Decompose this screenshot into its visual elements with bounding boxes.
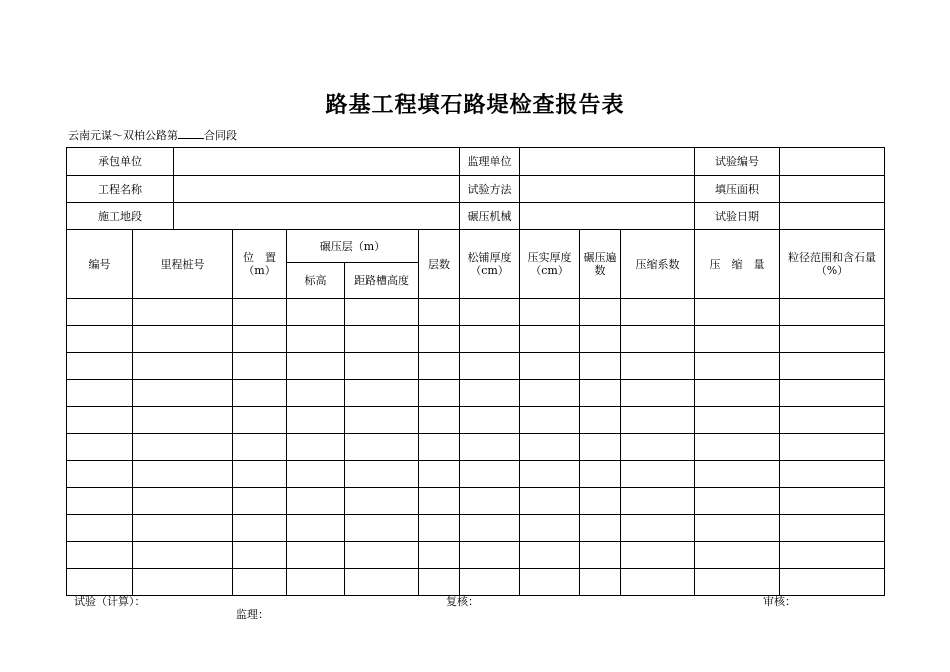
- table-cell[interactable]: [695, 326, 780, 353]
- table-cell[interactable]: [67, 434, 133, 461]
- table-cell[interactable]: [287, 488, 345, 515]
- table-cell[interactable]: [580, 407, 621, 434]
- project-name-value[interactable]: [174, 176, 460, 203]
- report-table: [66, 147, 885, 596]
- table-row: [67, 461, 885, 488]
- table-cell[interactable]: [520, 353, 580, 380]
- table-cell[interactable]: [287, 299, 345, 326]
- table-cell[interactable]: [695, 515, 780, 542]
- table-cell[interactable]: [287, 542, 345, 569]
- table-cell[interactable]: [287, 461, 345, 488]
- supervision-label: 监理：: [236, 608, 269, 621]
- table-cell[interactable]: [460, 515, 520, 542]
- table-cell[interactable]: [520, 326, 580, 353]
- table-cell[interactable]: [621, 515, 695, 542]
- table-cell[interactable]: [67, 299, 133, 326]
- table-cell[interactable]: [287, 407, 345, 434]
- table-cell[interactable]: [345, 407, 419, 434]
- table-cell[interactable]: [67, 353, 133, 380]
- test-method-value[interactable]: [520, 176, 695, 203]
- table-cell[interactable]: [580, 542, 621, 569]
- col-layer-group-header: 碾压层（m）: [287, 230, 419, 263]
- table-cell[interactable]: [233, 461, 287, 488]
- table-cell[interactable]: [580, 353, 621, 380]
- table-cell[interactable]: [233, 299, 287, 326]
- table-cell[interactable]: [419, 434, 460, 461]
- table-cell[interactable]: [419, 380, 460, 407]
- table-row: [67, 488, 885, 515]
- table-cell[interactable]: [695, 299, 780, 326]
- table-cell[interactable]: [287, 326, 345, 353]
- table-cell[interactable]: [67, 569, 133, 596]
- compact-thickness-label: 压实厚度: [527, 251, 572, 264]
- subtitle-prefix: 云南元谋～双柏公路第: [68, 129, 178, 142]
- test-date-label: 试验日期: [695, 203, 780, 230]
- table-cell[interactable]: [520, 515, 580, 542]
- table-cell[interactable]: [133, 326, 233, 353]
- table-cell[interactable]: [133, 407, 233, 434]
- table-cell[interactable]: [345, 299, 419, 326]
- table-cell[interactable]: [621, 461, 695, 488]
- info-row: [67, 176, 885, 203]
- table-cell[interactable]: [695, 434, 780, 461]
- table-cell[interactable]: [460, 299, 520, 326]
- table-cell[interactable]: [133, 515, 233, 542]
- table-row: [67, 569, 885, 596]
- col-coefficient-header: 压缩系数: [621, 230, 695, 299]
- table-cell[interactable]: [419, 461, 460, 488]
- table-cell[interactable]: [695, 353, 780, 380]
- test-calc-label: 试验（计算）：: [74, 595, 146, 608]
- table-cell[interactable]: [695, 569, 780, 596]
- col-passes-header: [580, 230, 621, 299]
- table-cell[interactable]: [621, 299, 695, 326]
- table-cell[interactable]: [460, 353, 520, 380]
- table-cell[interactable]: [345, 515, 419, 542]
- table-cell[interactable]: [345, 353, 419, 380]
- position-unit: （m）: [243, 264, 276, 277]
- table-cell[interactable]: [345, 434, 419, 461]
- info-row: [67, 148, 885, 176]
- table-cell[interactable]: [460, 461, 520, 488]
- table-cell[interactable]: [520, 434, 580, 461]
- passes-label-2: 数: [594, 264, 606, 277]
- table-cell[interactable]: [133, 542, 233, 569]
- table-row: [67, 434, 885, 461]
- table-cell[interactable]: [621, 488, 695, 515]
- compaction-machine-value[interactable]: [520, 203, 695, 230]
- table-cell[interactable]: [419, 407, 460, 434]
- table-cell[interactable]: [345, 542, 419, 569]
- table-cell[interactable]: [345, 569, 419, 596]
- table-cell[interactable]: [419, 488, 460, 515]
- table-cell[interactable]: [133, 461, 233, 488]
- table-row: [67, 299, 885, 326]
- table-row: [67, 353, 885, 380]
- table-cell[interactable]: [287, 353, 345, 380]
- table-cell[interactable]: [460, 569, 520, 596]
- table-cell[interactable]: [460, 380, 520, 407]
- test-number-value[interactable]: [780, 148, 885, 176]
- table-cell[interactable]: [695, 461, 780, 488]
- table-cell[interactable]: [345, 488, 419, 515]
- table-cell[interactable]: [780, 326, 885, 353]
- supervisor-value[interactable]: [520, 148, 695, 176]
- table-cell[interactable]: [233, 542, 287, 569]
- table-cell[interactable]: [233, 353, 287, 380]
- compaction-machine-label: 碾压机械: [460, 203, 520, 230]
- table-cell[interactable]: [580, 326, 621, 353]
- table-cell[interactable]: [419, 353, 460, 380]
- col-elevation-header: 标高: [287, 263, 345, 299]
- table-cell[interactable]: [287, 434, 345, 461]
- table-cell[interactable]: [580, 515, 621, 542]
- table-cell[interactable]: [67, 326, 133, 353]
- table-cell[interactable]: [695, 407, 780, 434]
- table-cell[interactable]: [233, 326, 287, 353]
- position-label: 位 置: [243, 251, 276, 264]
- table-cell[interactable]: [520, 488, 580, 515]
- compact-thickness-unit: （cm）: [530, 264, 569, 277]
- table-cell[interactable]: [460, 407, 520, 434]
- test-date-value[interactable]: [780, 203, 885, 230]
- table-cell[interactable]: [580, 299, 621, 326]
- col-position-header: [233, 230, 287, 299]
- contract-section-line: [68, 127, 237, 143]
- info-row: [67, 203, 885, 230]
- table-cell[interactable]: [695, 488, 780, 515]
- table-cell[interactable]: [419, 542, 460, 569]
- table-cell[interactable]: [233, 380, 287, 407]
- table-cell[interactable]: [345, 461, 419, 488]
- table-cell[interactable]: [520, 407, 580, 434]
- supervisor-label: 监理单位: [460, 148, 520, 176]
- project-name-label: 工程名称: [67, 176, 174, 203]
- table-cell[interactable]: [287, 515, 345, 542]
- table-cell[interactable]: [695, 380, 780, 407]
- table-cell[interactable]: [419, 515, 460, 542]
- col-layers-header: 层数: [419, 230, 460, 299]
- table-cell[interactable]: [621, 569, 695, 596]
- table-cell[interactable]: [67, 380, 133, 407]
- col-distance-header: 距路槽高度: [345, 263, 419, 299]
- table-cell[interactable]: [780, 299, 885, 326]
- site-section-label: 施工地段: [67, 203, 174, 230]
- table-cell[interactable]: [233, 488, 287, 515]
- table-row: [67, 326, 885, 353]
- table-cell[interactable]: [419, 569, 460, 596]
- table-cell[interactable]: [419, 326, 460, 353]
- table-cell[interactable]: [419, 299, 460, 326]
- table-cell[interactable]: [67, 407, 133, 434]
- table-cell[interactable]: [780, 434, 885, 461]
- table-cell[interactable]: [621, 407, 695, 434]
- contractor-label: 承包单位: [67, 148, 174, 176]
- table-cell[interactable]: [233, 569, 287, 596]
- table-cell[interactable]: [233, 434, 287, 461]
- table-cell[interactable]: [67, 542, 133, 569]
- page-title: 路基工程填石路堤检查报告表: [325, 92, 625, 118]
- table-cell[interactable]: [133, 299, 233, 326]
- grain-unit: （%）: [815, 264, 849, 277]
- table-cell[interactable]: [460, 488, 520, 515]
- table-cell[interactable]: [520, 461, 580, 488]
- contract-number-blank[interactable]: [178, 128, 204, 139]
- site-section-value[interactable]: [174, 203, 460, 230]
- table-cell[interactable]: [287, 569, 345, 596]
- table-cell[interactable]: [520, 380, 580, 407]
- fill-area-value[interactable]: [780, 176, 885, 203]
- table-cell[interactable]: [580, 488, 621, 515]
- table-cell[interactable]: [233, 515, 287, 542]
- table-cell[interactable]: [580, 380, 621, 407]
- data-rows: [67, 299, 885, 596]
- table-cell[interactable]: [780, 353, 885, 380]
- col-compression-header: 压 缩 量: [695, 230, 780, 299]
- table-cell[interactable]: [460, 326, 520, 353]
- table-cell[interactable]: [621, 542, 695, 569]
- table-cell[interactable]: [621, 380, 695, 407]
- table-cell[interactable]: [621, 353, 695, 380]
- table-cell[interactable]: [233, 407, 287, 434]
- audit-label: 审核：: [763, 595, 796, 608]
- table-cell[interactable]: [780, 515, 885, 542]
- grain-label: 粒径范围和含石量: [788, 251, 876, 264]
- table-cell[interactable]: [67, 515, 133, 542]
- col-loose-thickness-header: [460, 230, 520, 299]
- table-cell[interactable]: [780, 488, 885, 515]
- table-row: [67, 380, 885, 407]
- col-compact-thickness-header: [520, 230, 580, 299]
- table-cell[interactable]: [780, 407, 885, 434]
- table-cell[interactable]: [780, 461, 885, 488]
- table-cell[interactable]: [345, 380, 419, 407]
- table-cell[interactable]: [67, 488, 133, 515]
- table-cell[interactable]: [133, 488, 233, 515]
- table-cell[interactable]: [133, 569, 233, 596]
- table-cell[interactable]: [580, 461, 621, 488]
- passes-label-1: 碾压遍: [583, 251, 617, 264]
- col-number-header: 编号: [67, 230, 133, 299]
- loose-thickness-label: 松铺厚度: [467, 251, 512, 264]
- table-cell[interactable]: [780, 380, 885, 407]
- table-cell[interactable]: [287, 380, 345, 407]
- subtitle-suffix: 合同段: [204, 129, 237, 142]
- table-cell[interactable]: [621, 434, 695, 461]
- review-label: 复核：: [446, 595, 479, 608]
- table-row: [67, 542, 885, 569]
- col-grain-header: [780, 230, 885, 299]
- table-cell[interactable]: [580, 434, 621, 461]
- table-cell[interactable]: [580, 569, 621, 596]
- contractor-value[interactable]: [174, 148, 460, 176]
- table-cell[interactable]: [133, 353, 233, 380]
- table-cell[interactable]: [460, 542, 520, 569]
- table-cell[interactable]: [520, 299, 580, 326]
- table-row: [67, 407, 885, 434]
- table-cell[interactable]: [520, 542, 580, 569]
- table-cell[interactable]: [520, 569, 580, 596]
- loose-thickness-unit: （cm）: [470, 264, 509, 277]
- table-cell[interactable]: [133, 434, 233, 461]
- test-number-label: 试验编号: [695, 148, 780, 176]
- table-cell[interactable]: [67, 461, 133, 488]
- table-cell[interactable]: [460, 434, 520, 461]
- table-cell[interactable]: [621, 326, 695, 353]
- table-cell[interactable]: [695, 542, 780, 569]
- test-method-label: 试验方法: [460, 176, 520, 203]
- table-cell[interactable]: [133, 380, 233, 407]
- table-cell[interactable]: [780, 542, 885, 569]
- fill-area-label: 填压面积: [695, 176, 780, 203]
- col-stake-header: 里程桩号: [133, 230, 233, 299]
- table-row: [67, 515, 885, 542]
- table-cell[interactable]: [345, 326, 419, 353]
- column-header-row: [67, 230, 885, 263]
- table-cell[interactable]: [780, 569, 885, 596]
